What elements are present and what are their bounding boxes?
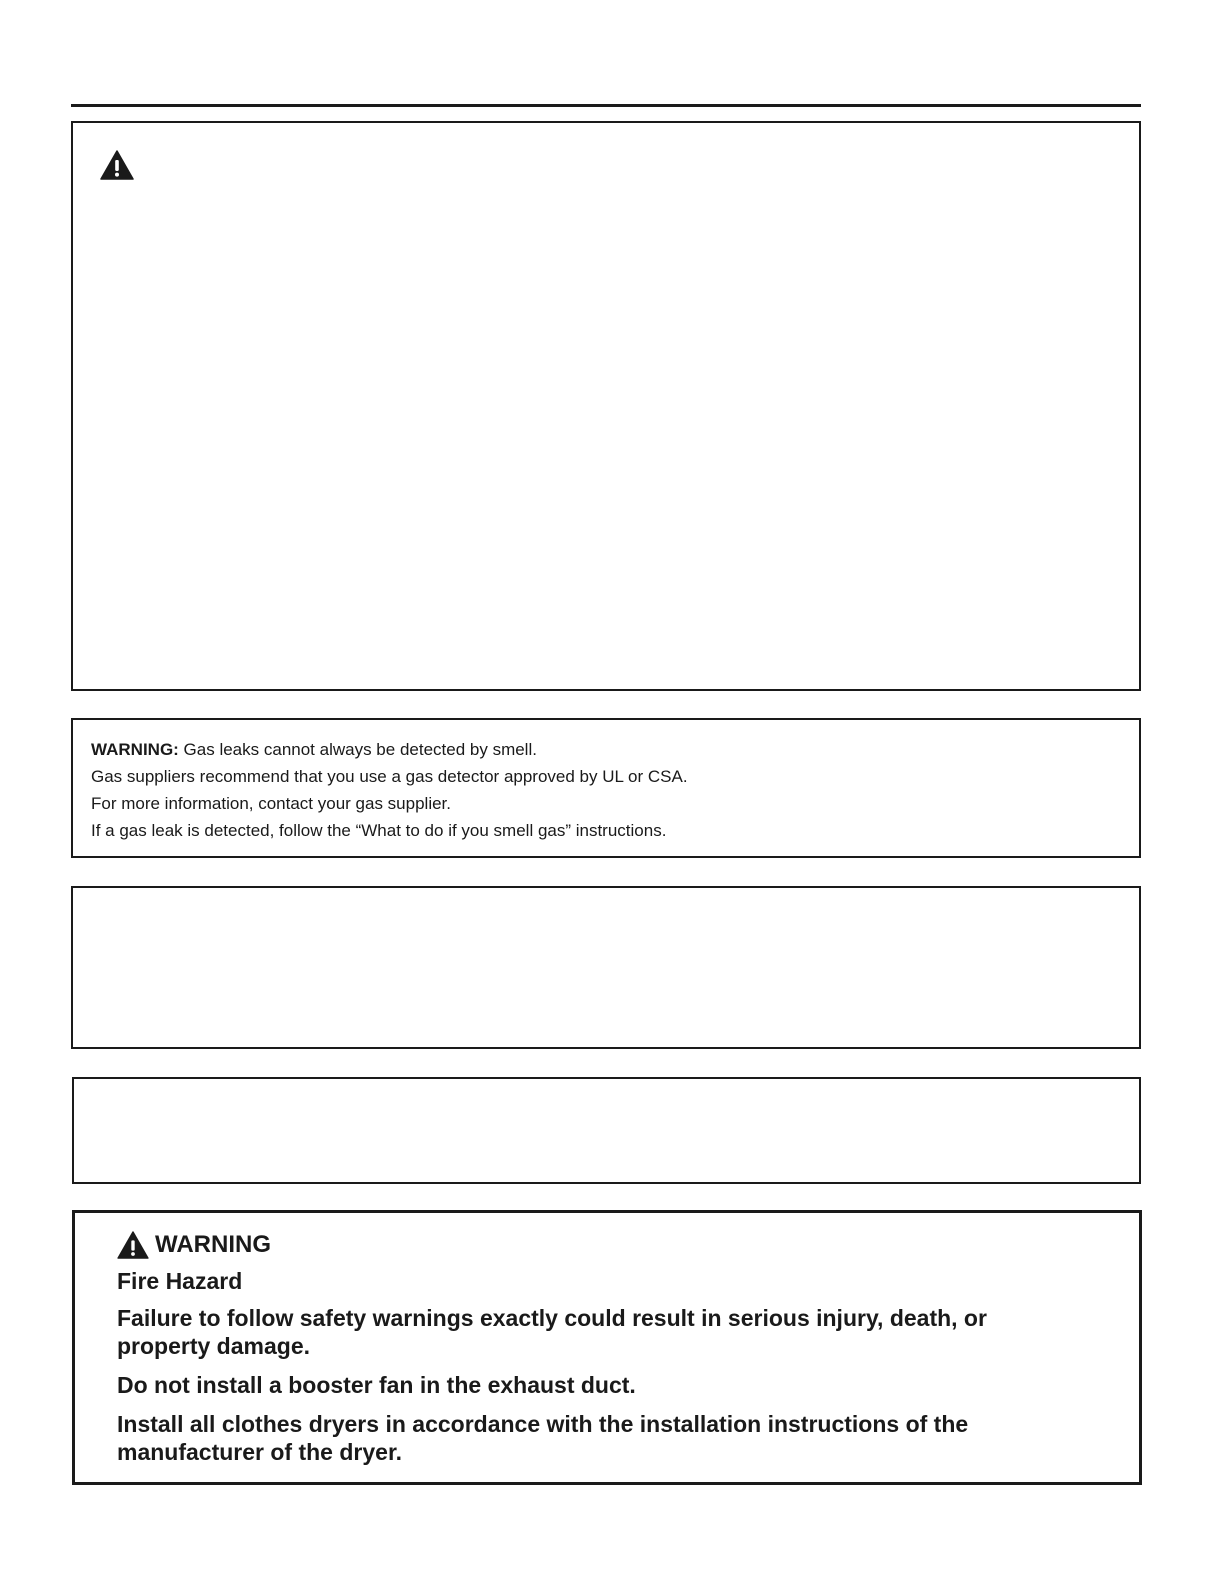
header-rule [71, 104, 1141, 107]
gas-warning-line-4: If a gas leak is detected, follow the “What to do if you smell gas” instructions. [91, 821, 667, 840]
hazard-statement-install: Install all clothes dryers in accordance with the installation instructions of the manufacturer of the dryer. [117, 1411, 969, 1465]
hazard-type: Fire Hazard [117, 1268, 243, 1294]
signal-word: WARNING [155, 1231, 271, 1258]
gas-leak-warning-text [91, 736, 688, 844]
warning-triangle-icon [117, 1231, 149, 1259]
gas-warning-line-2: Gas suppliers recommend that you use a gas detector approved by UL or CSA. [91, 767, 688, 786]
hazard-statement-consequence: Failure to follow safety warnings exactly could result in serious injury, death, or property damage. [117, 1305, 987, 1359]
hazard-statement-booster-fan: Do not install a booster fan in the exhaust duct. [117, 1372, 636, 1398]
empty-notice-box-small [72, 1077, 1141, 1184]
gas-warning-line-3: For more information, contact your gas supplier. [91, 794, 451, 813]
safety-warning-box [71, 121, 1141, 691]
empty-notice-box [71, 886, 1141, 1049]
gas-leak-warning-box [71, 718, 1141, 858]
warning-header [117, 1229, 1077, 1261]
warning-triangle-icon [100, 150, 134, 180]
warning-label: WARNING: [91, 740, 179, 759]
fire-hazard-warning-box [72, 1210, 1142, 1485]
gas-warning-line-1 [91, 736, 688, 763]
fire-hazard-warning-content [117, 1229, 1077, 1466]
gas-warning-line-1-text: Gas leaks cannot always be detected by smell. [178, 740, 537, 759]
